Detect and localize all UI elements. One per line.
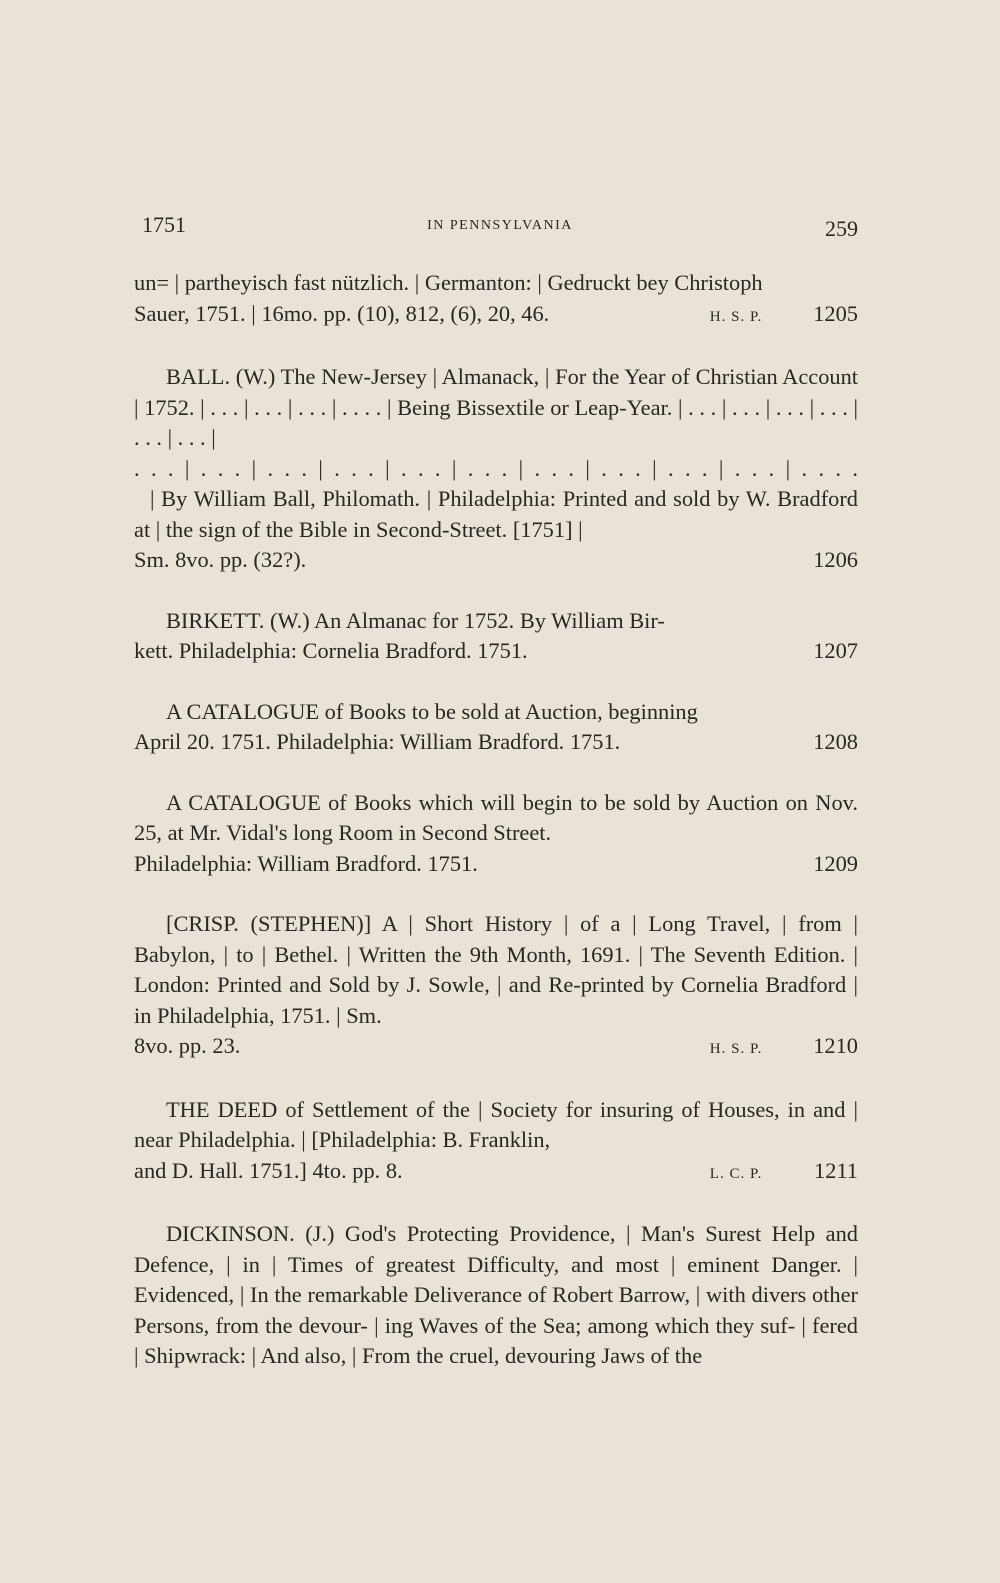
entry-text: . . . | . . . | . . . | . . . | . . . | . . . | . . . | . . . | . . . | . . . | . . . . <box>134 455 858 481</box>
entry-text: Philadelphia: William Bradford. 1751. <box>134 850 478 876</box>
entry-number: 1211 <box>814 1157 858 1183</box>
header-title: IN PENNSYLVANIA <box>427 218 573 233</box>
entry-text: DICKINSON. (J.) God's Protecting Providence, | Man's Surest Help and Defence, | in | Times of greatest Difficulty, and most | eminent Danger. | Evidenced, | In the remarkable Deliverance of Robert Barrow, | with divers other Persons, from the devour- | ing Waves of the Sea; among which they suf- | fered | Shipwrack: | And also, | From the cruel, devouring Jaws of the <box>134 1221 858 1368</box>
entry-text: A CATALOGUE of Books to be sold at Auction, beginning <box>166 698 698 724</box>
entry-text: | By William Ball, Philomath. | Philadelphia: Printed and sold by W. Bradford at | the sign of the Bible in Second-Street. [1751] | <box>134 486 858 542</box>
entry-text: Sauer, 1751. | 16mo. pp. (10), 812, (6), 20, 46. <box>134 300 550 326</box>
page-number: 259 <box>825 216 858 241</box>
entry-number: 1205 <box>813 300 858 326</box>
entry-number: 1210 <box>813 1033 858 1058</box>
entry-1207 <box>134 606 858 667</box>
entry-number: 1208 <box>813 729 858 754</box>
entry-1209 <box>134 788 858 880</box>
entry-1208 <box>134 697 858 758</box>
entry-text: April 20. 1751. Philadelphia: William Bradford. 1751. <box>134 729 621 754</box>
entry-text: 8vo. pp. 23. <box>134 1033 241 1058</box>
entry-1206 <box>134 362 858 576</box>
entry-number: 1207 <box>813 638 858 663</box>
source-abbrev: L. C. P. <box>709 1165 763 1182</box>
entry-text: and D. Hall. 1751.] 4to. pp. 8. <box>134 1157 403 1183</box>
entry-text: A CATALOGUE of Books which will begin to be sold by Auction on Nov. 25, at Mr. Vidal's long Room in Second Street. <box>134 789 858 845</box>
entry-text: un= | partheyisch fast nützlich. | Germanton: | Gedruckt bey Christoph <box>134 270 763 295</box>
entry-number: 1209 <box>813 850 858 876</box>
entry-text: Sm. 8vo. pp. (32?). <box>134 547 307 572</box>
entry-1211 <box>134 1095 858 1190</box>
entry-text: BIRKETT. (W.) An Almanac for 1752. By William Bir- <box>166 607 665 633</box>
entry-1210 <box>134 909 858 1065</box>
entry-text: THE DEED of Settlement of the | Society for insuring of Houses, in and | near Philadelphia. | [Philadelphia: B. Franklin, <box>134 1096 858 1152</box>
running-header <box>142 212 858 252</box>
entry-text: kett. Philadelphia: Cornelia Bradford. 1751. <box>134 638 528 663</box>
entry-1212 <box>134 1219 858 1372</box>
bibliography-entries <box>134 268 858 1402</box>
source-abbrev: H. S. P. <box>709 308 763 325</box>
source-abbrev: H. S. P. <box>709 1041 763 1057</box>
header-year: 1751 <box>142 212 186 237</box>
entry-number: 1206 <box>813 547 858 572</box>
entry-1205 <box>134 268 858 332</box>
entry-text: [CRISP. (STEPHEN)] A | Short History | of a | Long Travel, | from | Babylon, | to | Bethel. | Written the 9th Month, 1691. | The Seventh Edition. | London: Printed and Sold by J. Sowle, | and Re-printed by Cornelia Bradford | in Philadelphia, 1751. | Sm. <box>134 911 858 1028</box>
entry-text: BALL. (W.) The New-Jersey | Almanack, | For the Year of Christian Account | 1752. | . . . | . . . | . . . | . . . . | Being Bissextile or Leap-Year. | . . . | . . . | . . . | . . . | . . . | . . . | <box>134 364 858 450</box>
